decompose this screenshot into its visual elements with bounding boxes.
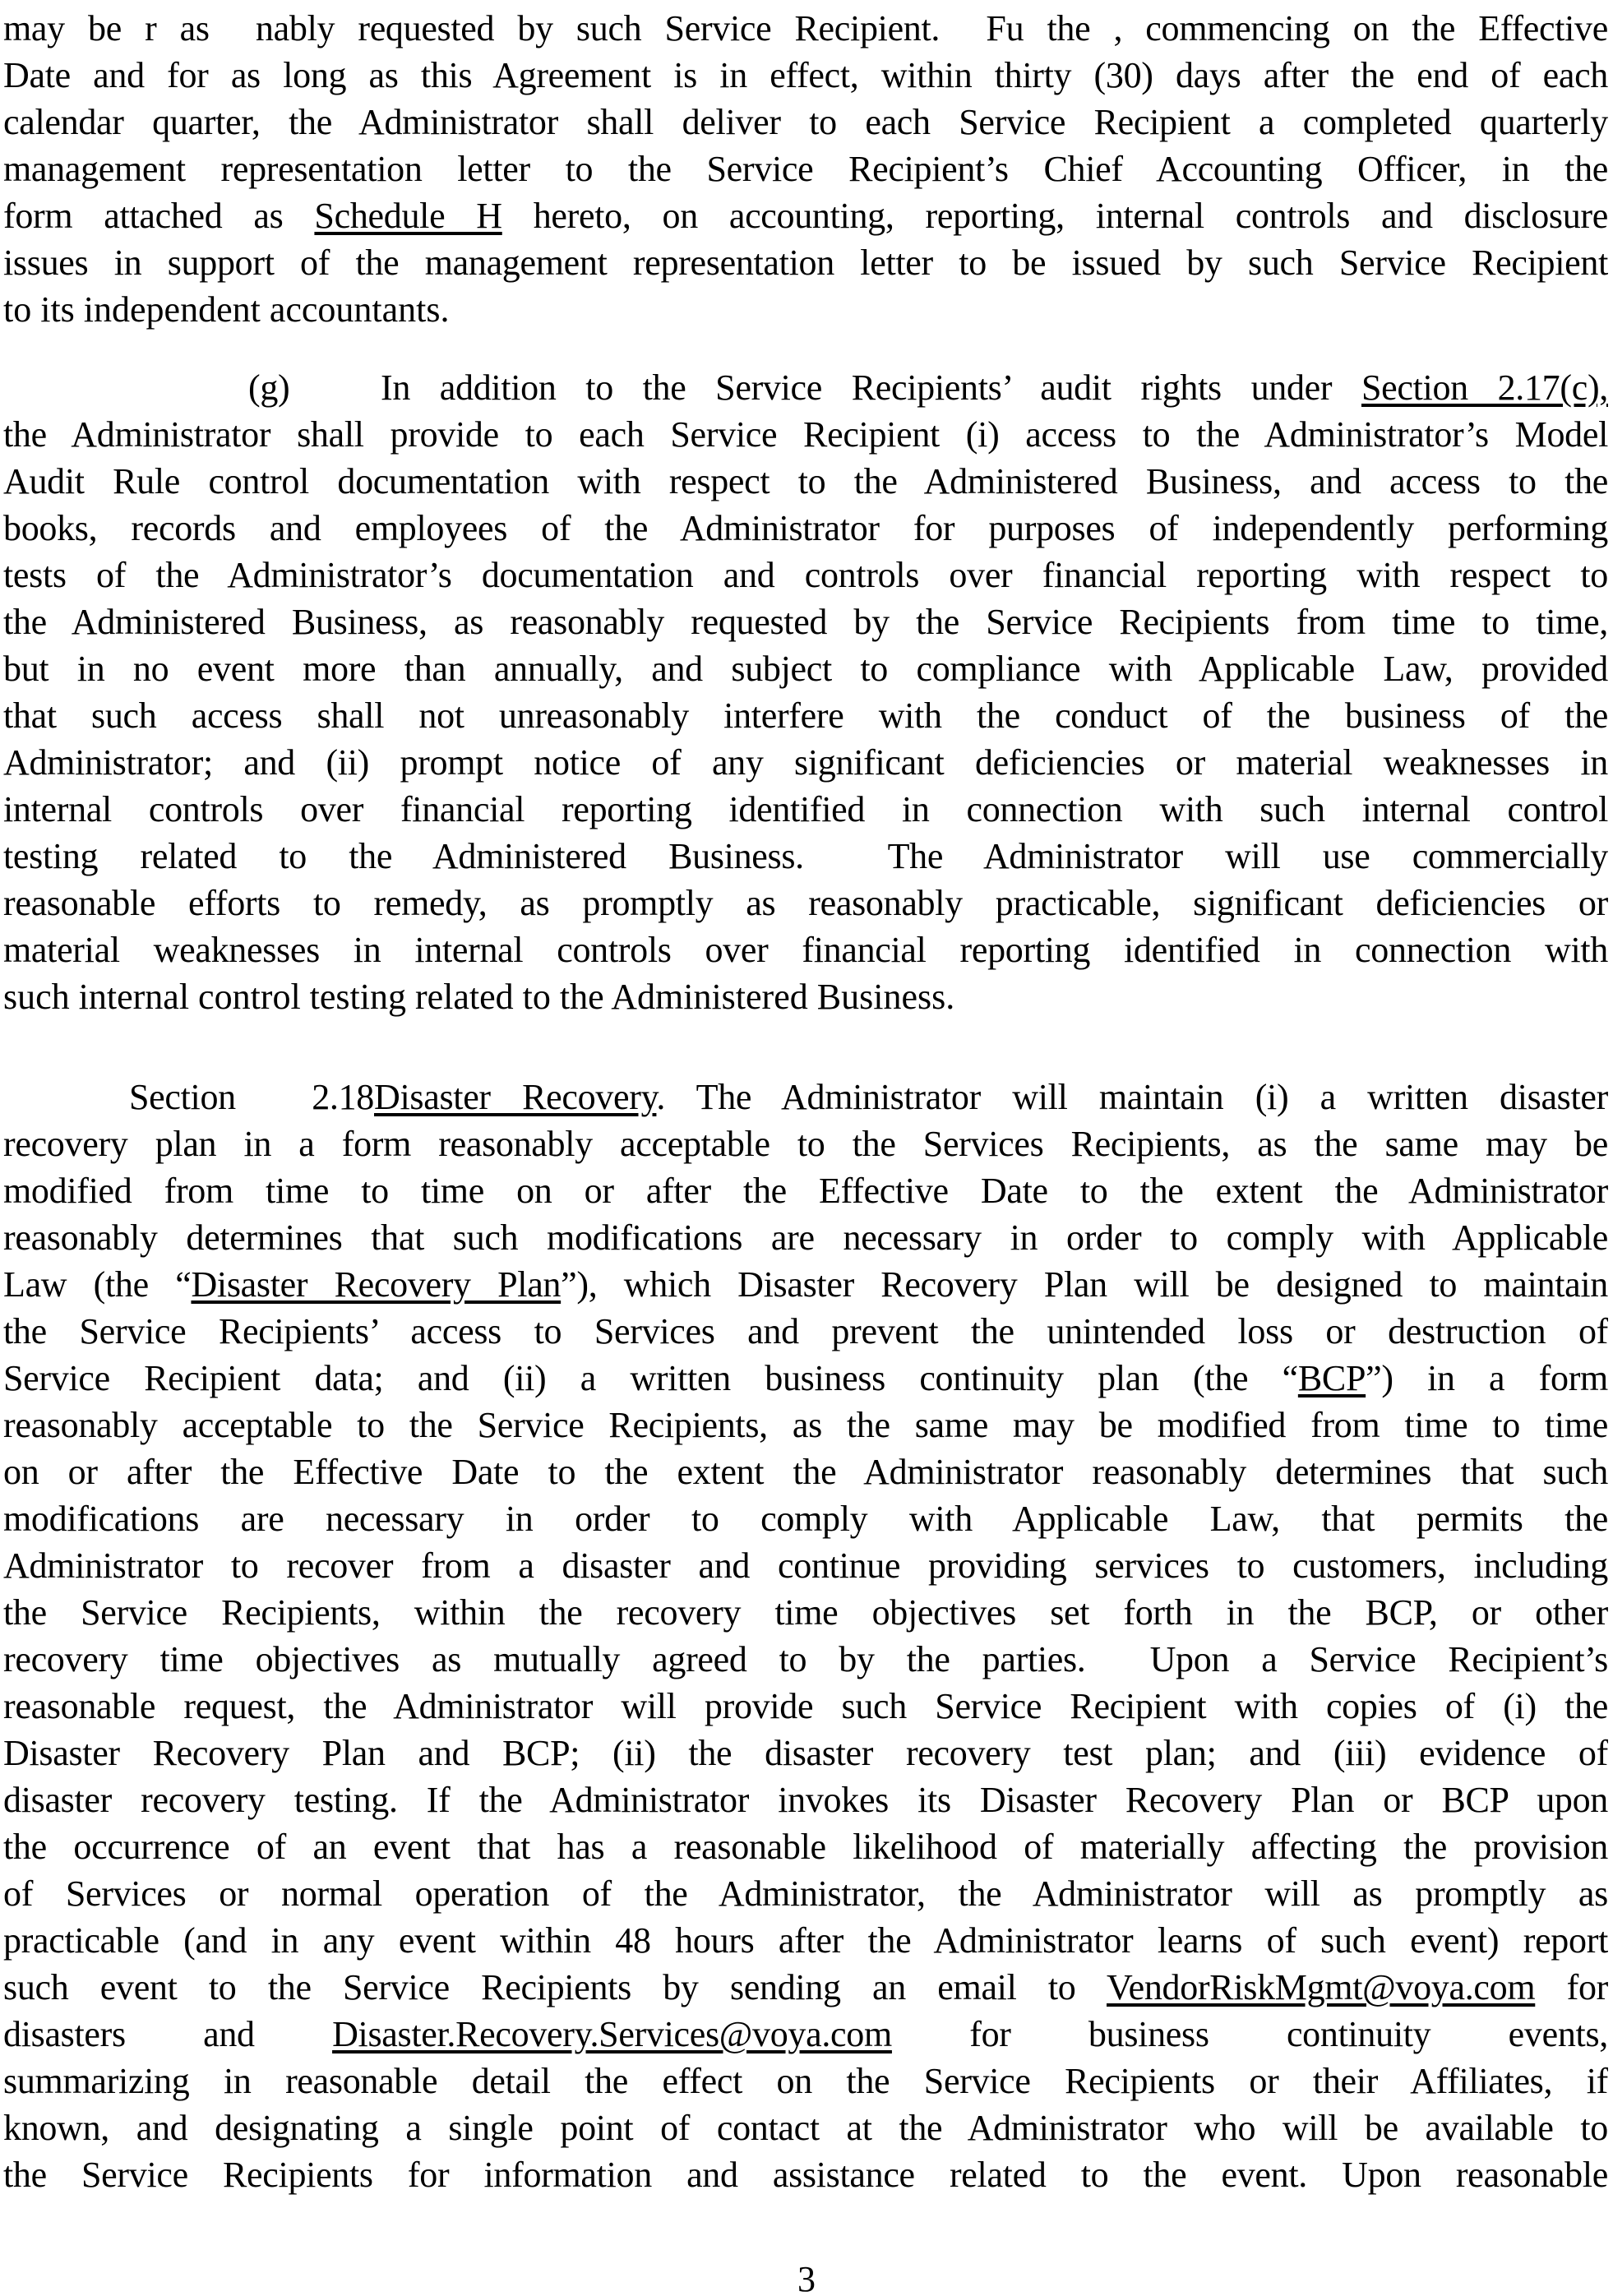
text-line [3,146,1608,192]
text-segment: testing related to the Administered Business. The Administrator will use commercially [3,836,1608,876]
paragraph-continuation [3,5,1608,333]
text-segment: disasters and [3,2014,333,2054]
text-segment: recovery plan in a form reasonably acceptable to the Services Recipients, as the same may be [3,1124,1608,1164]
defined-term-disaster-recovery-plan: Disaster Recovery Plan [191,1264,562,1305]
text-segment: for [1535,1967,1608,2007]
text-segment: that such access shall not unreasonably interfere with the conduct of the business of the [3,695,1608,736]
text-line [3,2151,1608,2198]
text-segment: Service Recipient data; and (ii) a written business continuity plan (the “ [3,1358,1298,1398]
text-segment: recovery time objectives as mutually agreed to by the parties. Upon a Service Recipient’s [3,1639,1608,1679]
text-segment: may be r as nably requested by such Service Recipient. Fu the , commencing on the Effective [3,8,1608,49]
text-segment: Date and for as long as this Agreement is in effect, within thirty (30) days after the end of each [3,55,1608,95]
text-segment: modified from time to time on or after the Effective Date to the extent the Administrator [3,1171,1608,1211]
text-line [3,286,1608,333]
text-segment: Audit Rule control documentation with respect to the Administered Business, and access to the [3,461,1608,501]
text-line [3,552,1608,598]
text-segment: on or after the Effective Date to the extent the Administrator reasonably determines that such [3,1452,1608,1492]
text-line [3,1964,1608,2011]
text-segment: ”), which Disaster Recovery Plan will be designed to maintain [561,1264,1608,1305]
section-2-17c-reference: Section 2.17(c), [1361,367,1608,408]
text-segment: material weaknesses in internal controls over financial reporting identified in connection with [3,930,1608,970]
text-segment: summarizing in reasonable detail the effect on the Service Recipients or their Affiliates, if [3,2061,1608,2101]
text-segment: In addition to the Service Recipients’ audit rights under [381,367,1361,408]
text-line [3,1730,1608,1776]
text-segment: Law (the “ [3,1264,192,1305]
text-segment: modifications are necessary in order to comply with Applicable Law, that permits the [3,1499,1608,1539]
text-line [3,1261,1608,1308]
text-line [3,926,1608,973]
text-segment: the Administrator shall provide to each Service Recipient (i) access to the Administrator’s Model [3,414,1608,455]
email-link-disaster-recovery-services[interactable]: Disaster.Recovery.Services@voya.com [332,2014,892,2054]
text-line [3,1683,1608,1730]
text-line [3,1636,1608,1683]
text-segment: but in no event more than annually, and subject to compliance with Applicable Law, provided [3,649,1608,689]
text-segment: reasonable efforts to remedy, as promptly as reasonably practicable, significant deficiencies or [3,883,1608,923]
text-line [3,1167,1608,1214]
text-segment: the Service Recipients for information and assistance related to the event. Upon reasonable [3,2155,1608,2195]
text-segment: Disaster Recovery Plan and BCP; (ii) the disaster recovery test plan; and (iii) evidence of [3,1733,1608,1773]
text-line [3,598,1608,645]
text-line [3,2011,1608,2058]
text-segment: reasonable request, the Administrator will provide such Service Recipient with copies of (i) the [3,1686,1608,1726]
section-number-label: Section 2.18 [129,1077,374,1117]
text-segment: known, and designating a single point of contact at the Administrator who will be available to [3,2108,1608,2148]
text-line [3,692,1608,739]
text-segment: the Service Recipients, within the recovery time objectives set forth in the BCP, or other [3,1592,1608,1633]
text-line [3,192,1608,239]
text-segment: reasonably determines that such modifications are necessary in order to comply with Applicable [3,1217,1608,1258]
text-segment: such event to the Service Recipients by sending an email to [3,1967,1107,2007]
text-line [3,1589,1608,1636]
text-segment: of Services or normal operation of the Administrator, the Administrator will as promptly as [3,1873,1608,1914]
text-line [3,645,1608,692]
text-line [3,1823,1608,1870]
text-line [3,2058,1608,2104]
text-line [3,1355,1608,1402]
text-line [3,1495,1608,1542]
text-line [3,1402,1608,1448]
text-line [3,458,1608,505]
text-line [3,833,1608,880]
text-segment: hereto, on accounting, reporting, internal controls and disclosure [501,196,1608,236]
text-segment: practicable (and in any event within 48 hours after the Administrator learns of such event) report [3,1920,1608,1961]
text-segment: form attached as [3,196,315,236]
text-segment: the Administered Business, as reasonably requested by the Service Recipients from time to time, [3,602,1608,642]
text-segment: . The Administrator will maintain (i) a written disaster [656,1077,1608,1117]
text-segment: books, records and employees of the Administrator for purposes of independently performing [3,508,1608,548]
text-segment: to its independent accountants. [3,289,450,330]
text-line [3,880,1608,926]
text-line [3,52,1608,99]
text-line [3,505,1608,552]
text-line [3,364,1608,411]
text-line [3,1870,1608,1917]
text-segment: management representation letter to the Service Recipient’s Chief Accounting Officer, in the [3,149,1608,189]
text-line [3,1214,1608,1261]
text-segment: Administrator to recover from a disaster and continue providing services to customers, including [3,1545,1608,1586]
text-line [3,1308,1608,1355]
text-line [3,99,1608,146]
text-line [3,1074,1608,1120]
text-line [3,1448,1608,1495]
text-segment: the Service Recipients’ access to Services and prevent the unintended loss or destruction of [3,1311,1608,1351]
text-line [3,786,1608,833]
text-segment: ”) in a form [1366,1358,1608,1398]
text-segment: disaster recovery testing. If the Administrator invokes its Disaster Recovery Plan or BCP upon [3,1780,1608,1820]
schedule-h-reference: Schedule H [314,196,502,236]
text-segment: Administrator; and (ii) prompt notice of any significant deficiencies or material weaknesses in [3,742,1608,783]
text-line [3,973,1608,1020]
paragraph-section-2-18 [3,1074,1608,2198]
text-line [3,1120,1608,1167]
text-segment: calendar quarter, the Administrator shall deliver to each Service Recipient a completed quarterly [3,102,1608,142]
text-segment: such internal control testing related to the Administered Business. [3,977,955,1017]
text-segment: the occurrence of an event that has a reasonable likelihood of materially affecting the provision [3,1827,1608,1867]
paragraph-g [3,364,1608,1020]
text-line [3,411,1608,458]
text-segment: for business continuity events, [891,2014,1608,2054]
defined-term-bcp: BCP [1297,1358,1366,1398]
text-line [3,1542,1608,1589]
text-line [3,239,1608,286]
text-line [3,1917,1608,1964]
text-segment: internal controls over financial reporting identified in connection with such internal control [3,789,1608,829]
page-number: 3 [797,2259,816,2296]
text-line [3,739,1608,786]
clause-label-g: (g) [248,367,290,408]
text-segment: tests of the Administrator’s documentation and controls over financial reporting with respect to [3,555,1608,595]
text-line [3,1776,1608,1823]
text-segment: issues in support of the management representation letter to be issued by such Service Recipient [3,243,1608,283]
text-line [3,5,1608,52]
text-line [3,2104,1608,2151]
section-2-18-heading: Disaster Recovery [374,1077,657,1117]
text-segment: reasonably acceptable to the Service Recipients, as the same may be modified from time to time [3,1405,1608,1445]
email-link-vendor-risk-mgmt[interactable]: VendorRiskMgmt@voya.com [1107,1967,1536,2007]
